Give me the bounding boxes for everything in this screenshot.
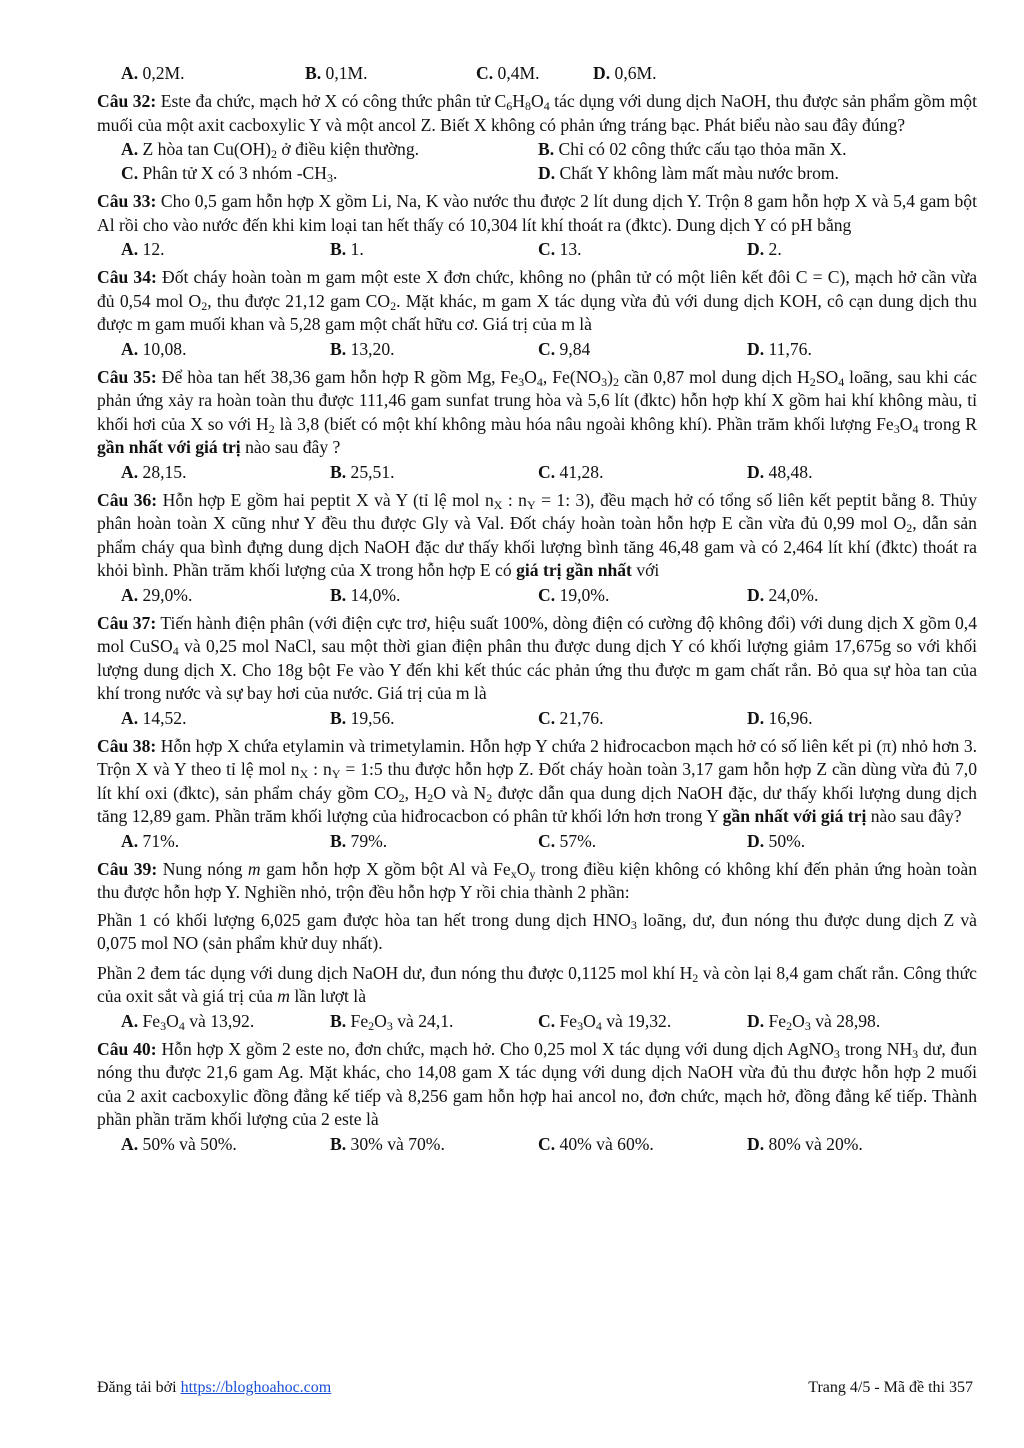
question-text: Câu 34: Đốt cháy hoàn toàn m gam một este X đơn chức, không no (phân tử có một liên kết đôi C = C), mạch hở cần vừa đủ 0,54 mol $O_2$, thu được 21,12 gam $CO_2$. Mặt khác, m gam X tác dụng vừa đủ với dung dịch KOH, cô cạn dung dịch thu được m gam muối khan và 5,28 gam một chất hữu cơ. Giá trị của m là [97, 267, 977, 334]
option-b: B. 30% và 70%. [330, 1133, 445, 1154]
option-a: A. 71%. [121, 830, 180, 851]
question-38 [97, 735, 977, 853]
q37-options [97, 706, 977, 730]
option-c: C. 40% và 60%. [538, 1133, 654, 1154]
option-c: C. $Fe_3O_4$ và 19,32. [538, 1010, 672, 1033]
question-36 [97, 489, 977, 607]
question-40 [97, 1038, 977, 1156]
q31-options [97, 61, 977, 85]
option-c: C. 9,84 [538, 338, 591, 359]
option-a: A. $Fe_3O_4$ và 13,92. [121, 1010, 255, 1033]
option-b: B. $Fe_2O_3$ và 24,1. [330, 1010, 454, 1033]
option-d: D. 24,0%. [747, 584, 819, 605]
question-39 [97, 858, 977, 1033]
q33-options [97, 237, 977, 261]
question-37 [97, 612, 977, 730]
option-c: C. 41,28. [538, 461, 604, 482]
question-text: Câu 35: Để hòa tan hết 38,36 gam hỗn hợp R gồm Mg, $Fe_3O_4$, $Fe(NO_3)_2$ cần 0,87 mol dung dịch $H_2SO_4$ loãng, sau khi các phản ứng xảy ra hoàn toàn thu được 111,46 gam sunfat trung hòa và 5,6 lít (đktc) hỗn hợp khí X gồm hai khí không màu, tỉ khối hơi của X so với $H_2$ là 3,8 (biết có một khí không màu hóa nâu ngoài không khí). Phần trăm khối lượng $Fe_3O_4$ trong R gần nhất với giá trị nào sau đây ? [97, 366, 978, 457]
option-b: B. 25,51. [330, 461, 395, 482]
option-d: D. 50%. [747, 830, 806, 851]
option-d: D. 80% và 20%. [747, 1133, 863, 1154]
page-footer [97, 1379, 973, 1403]
option-a: A. 50% và 50%. [121, 1133, 237, 1154]
option-a: A. 12. [121, 239, 165, 259]
option-b: B. 0,1M. [305, 63, 368, 83]
option-b: B. Chỉ có 02 công thức cấu tạo thỏa mãn X. [538, 139, 847, 159]
question-text: Câu 39: Nung nóng m gam hỗn hợp X gồm bột Al và $Fe_xO_y$ trong điều kiện không có không khí đến phản ứng hoàn toàn thu được hỗn hợp Y. Nghiền nhỏ, trộn đều hỗn hợp Y rồi chia thành 2 phần: [97, 858, 977, 902]
blog-link[interactable]: https://bloghoahoc.com [180, 1379, 332, 1396]
option-a: A. 14,52. [121, 707, 187, 728]
option-d: D. 2. [747, 239, 782, 259]
option-b: B. 1. [330, 239, 364, 259]
option-a: A. 0,2M. [121, 63, 185, 83]
part-1-text: Phần 1 có khối lượng 6,025 gam được hòa tan hết trong dung dịch $HNO_3$ loãng, dư, đun nóng thu được dung dịch Z và 0,075 mol NO (sản phẩm khử duy nhất). [97, 909, 977, 953]
option-c: C. 13. [538, 239, 582, 259]
q32-options-row1 [97, 137, 977, 161]
option-b: B. 79%. [330, 830, 388, 851]
q36-options [97, 583, 977, 607]
question-text: Câu 33: Cho 0,5 gam hỗn hợp X gồm Li, Na, K vào nước thu được 2 lít dung dịch Y. Trộn 8 gam hỗn hợp X và 5,4 gam bột Al rồi cho vào nước đến khi kim loại tan hết thấy có 10,304 lít khí thoát ra (đktc). Dung dịch Y có pH bằng [97, 191, 977, 235]
option-a: A. Z hòa $\tan Cu(OH)_2$ ở điều kiện thường. [121, 139, 420, 161]
footer-credit: Đăng tải bởi https://bloghoahoc.com [97, 1379, 332, 1396]
option-d: D. $Fe_2O_3$ và 28,98. [747, 1010, 881, 1033]
question-text: Câu 40: Hỗn hợp X gồm 2 este no, đơn chức, mạch hở. Cho 0,25 mol X tác dụng với dung dịch AgNO$_3$ trong $NH_3$ dư, đun nóng thu được 21,6 gam Ag. Mặt khác, cho 14,08 gam X tác dụng với dung dịch NaOH vừa đủ thu được hỗn hợp 2 muối của 2 axit cacboxylic đồng đẳng kế tiếp và 8,256 gam hỗn hợp hai ancol no, đơn chức, mạch hở, đồng đẳng kế tiếp. Thành phần phần trăm khối lượng của 2 este là [97, 1038, 977, 1129]
option-c: C. 21,76. [538, 707, 604, 728]
option-c: C. 57%. [538, 830, 597, 851]
option-c: C. 0,4M. [476, 63, 540, 83]
exam-page [97, 61, 977, 1156]
option-a: A. 29,0%. [121, 584, 193, 605]
option-d: D. Chất Y không làm mất màu nước brom. [538, 163, 839, 183]
option-d: D. 0,6M. [593, 63, 657, 83]
question-text: Câu 32: Este đa chức, mạch hở X có công thức phân tử $C_6H_8O_4$ tác dụng với dung dịch NaOH, thu được sản phẩm gồm một muối của một axit cacboxylic Y và một ancol Z. Biết X không có phản ứng tráng bạc. Phát biểu nào sau đây đúng? [97, 91, 977, 135]
option-d: D. 16,96. [747, 707, 813, 728]
question-text: Câu 36: Hỗn hợp E gồm hai peptit X và Y (tỉ lệ mol $n_X$ : $n_Y = 1$: 3), đều mạch hở có tổng số liên kết peptit bằng 8. Thủy phân hoàn toàn X cũng như Y đều thu được Gly và Val. Đốt cháy hoàn toàn hỗn hợp E cần vừa đủ 0,99 mol $O_2$, dẫn sản phẩm cháy qua bình đựng dung dịch NaOH đặc dư thấy khối lượng bình tăng 46,48 gam và có 2,464 lít khí (đktc) thoát ra khỏi bình. Phần trăm khối lượng của X trong hỗn hợp E có giá trị gần nhất với [97, 489, 978, 580]
option-c: C. 19,0%. [538, 584, 610, 605]
question-text: Câu 38: Hỗn hợp X chứa etylamin và trimetylamin. Hỗn hợp Y chứa 2 hiđrocacbon mạch hở có số liên kết pi (π) nhỏ hơn 3. Trộn X và Y theo tỉ lệ mol $n_X$ : $n_Y$ = 1:5 thu được hỗn hợp Z. Đốt cháy hoàn toàn 3,17 gam hỗn hợp Z cần dùng vừa đủ 7,0 lít khí oxi (đktc), sản phẩm cháy gồm $CO_2$, $H_2O$ và $N_2$ được dẫn qua dung dịch NaOH đặc, dư thấy khối lượng dung dịch tăng 12,89 gam. Phần trăm khối lượng của hiđrocacbon có phân tử khối lớn hơn trong Y gần nhất với giá trị nào sau đây? [97, 735, 978, 826]
option-a: A. 28,15. [121, 461, 187, 482]
question-text: Câu 37: Tiến hành điện phân (với điện cực trơ, hiệu suất 100%, dòng điện có cường độ không đổi) với dung dịch X gồm 0,4 mol CuSO$_4$ và 0,25 mol NaCl, sau một thời gian điện phân thu được dung dịch Y có khối lượng giảm 17,675g so với khối lượng dung dịch X. Cho 18g bột Fe vào Y đến khi kết thúc các phản ứng thu được m gam chất rắn. Bỏ qua sự hòa tan của khí trong nước và sự bay hơi của nước. Giá trị của m là [97, 612, 977, 703]
footer-page-info: Trang 4/5 - Mã đề thi 357 [808, 1379, 973, 1396]
q39-options [97, 1009, 977, 1033]
q40-options [97, 1132, 977, 1156]
option-b: B. 19,56. [330, 707, 395, 728]
part-2-text: Phần 2 đem tác dụng với dung dịch NaOH dư, đun nóng thu được 0,1125 mol khí $H_2$ và còn lại 8,4 gam chất rắn. Công thức của oxit sắt và giá trị của m lần lượt là [97, 962, 977, 1006]
option-d: D. 48,48. [747, 461, 813, 482]
option-d: D. 11,76. [747, 338, 812, 359]
question-33 [97, 190, 977, 261]
q38-options [97, 829, 977, 853]
q34-options [97, 337, 977, 361]
question-32 [97, 90, 977, 185]
question-35 [97, 366, 977, 484]
question-34 [97, 266, 977, 361]
option-a: A. 10,08. [121, 338, 187, 359]
q35-options [97, 460, 977, 484]
q32-options-row2 [97, 161, 977, 185]
option-b: B. 14,0%. [330, 584, 401, 605]
option-c: C. Phân tử X có 3 nhóm $-CH_3$. [121, 163, 338, 185]
option-b: B. 13,20. [330, 338, 395, 359]
